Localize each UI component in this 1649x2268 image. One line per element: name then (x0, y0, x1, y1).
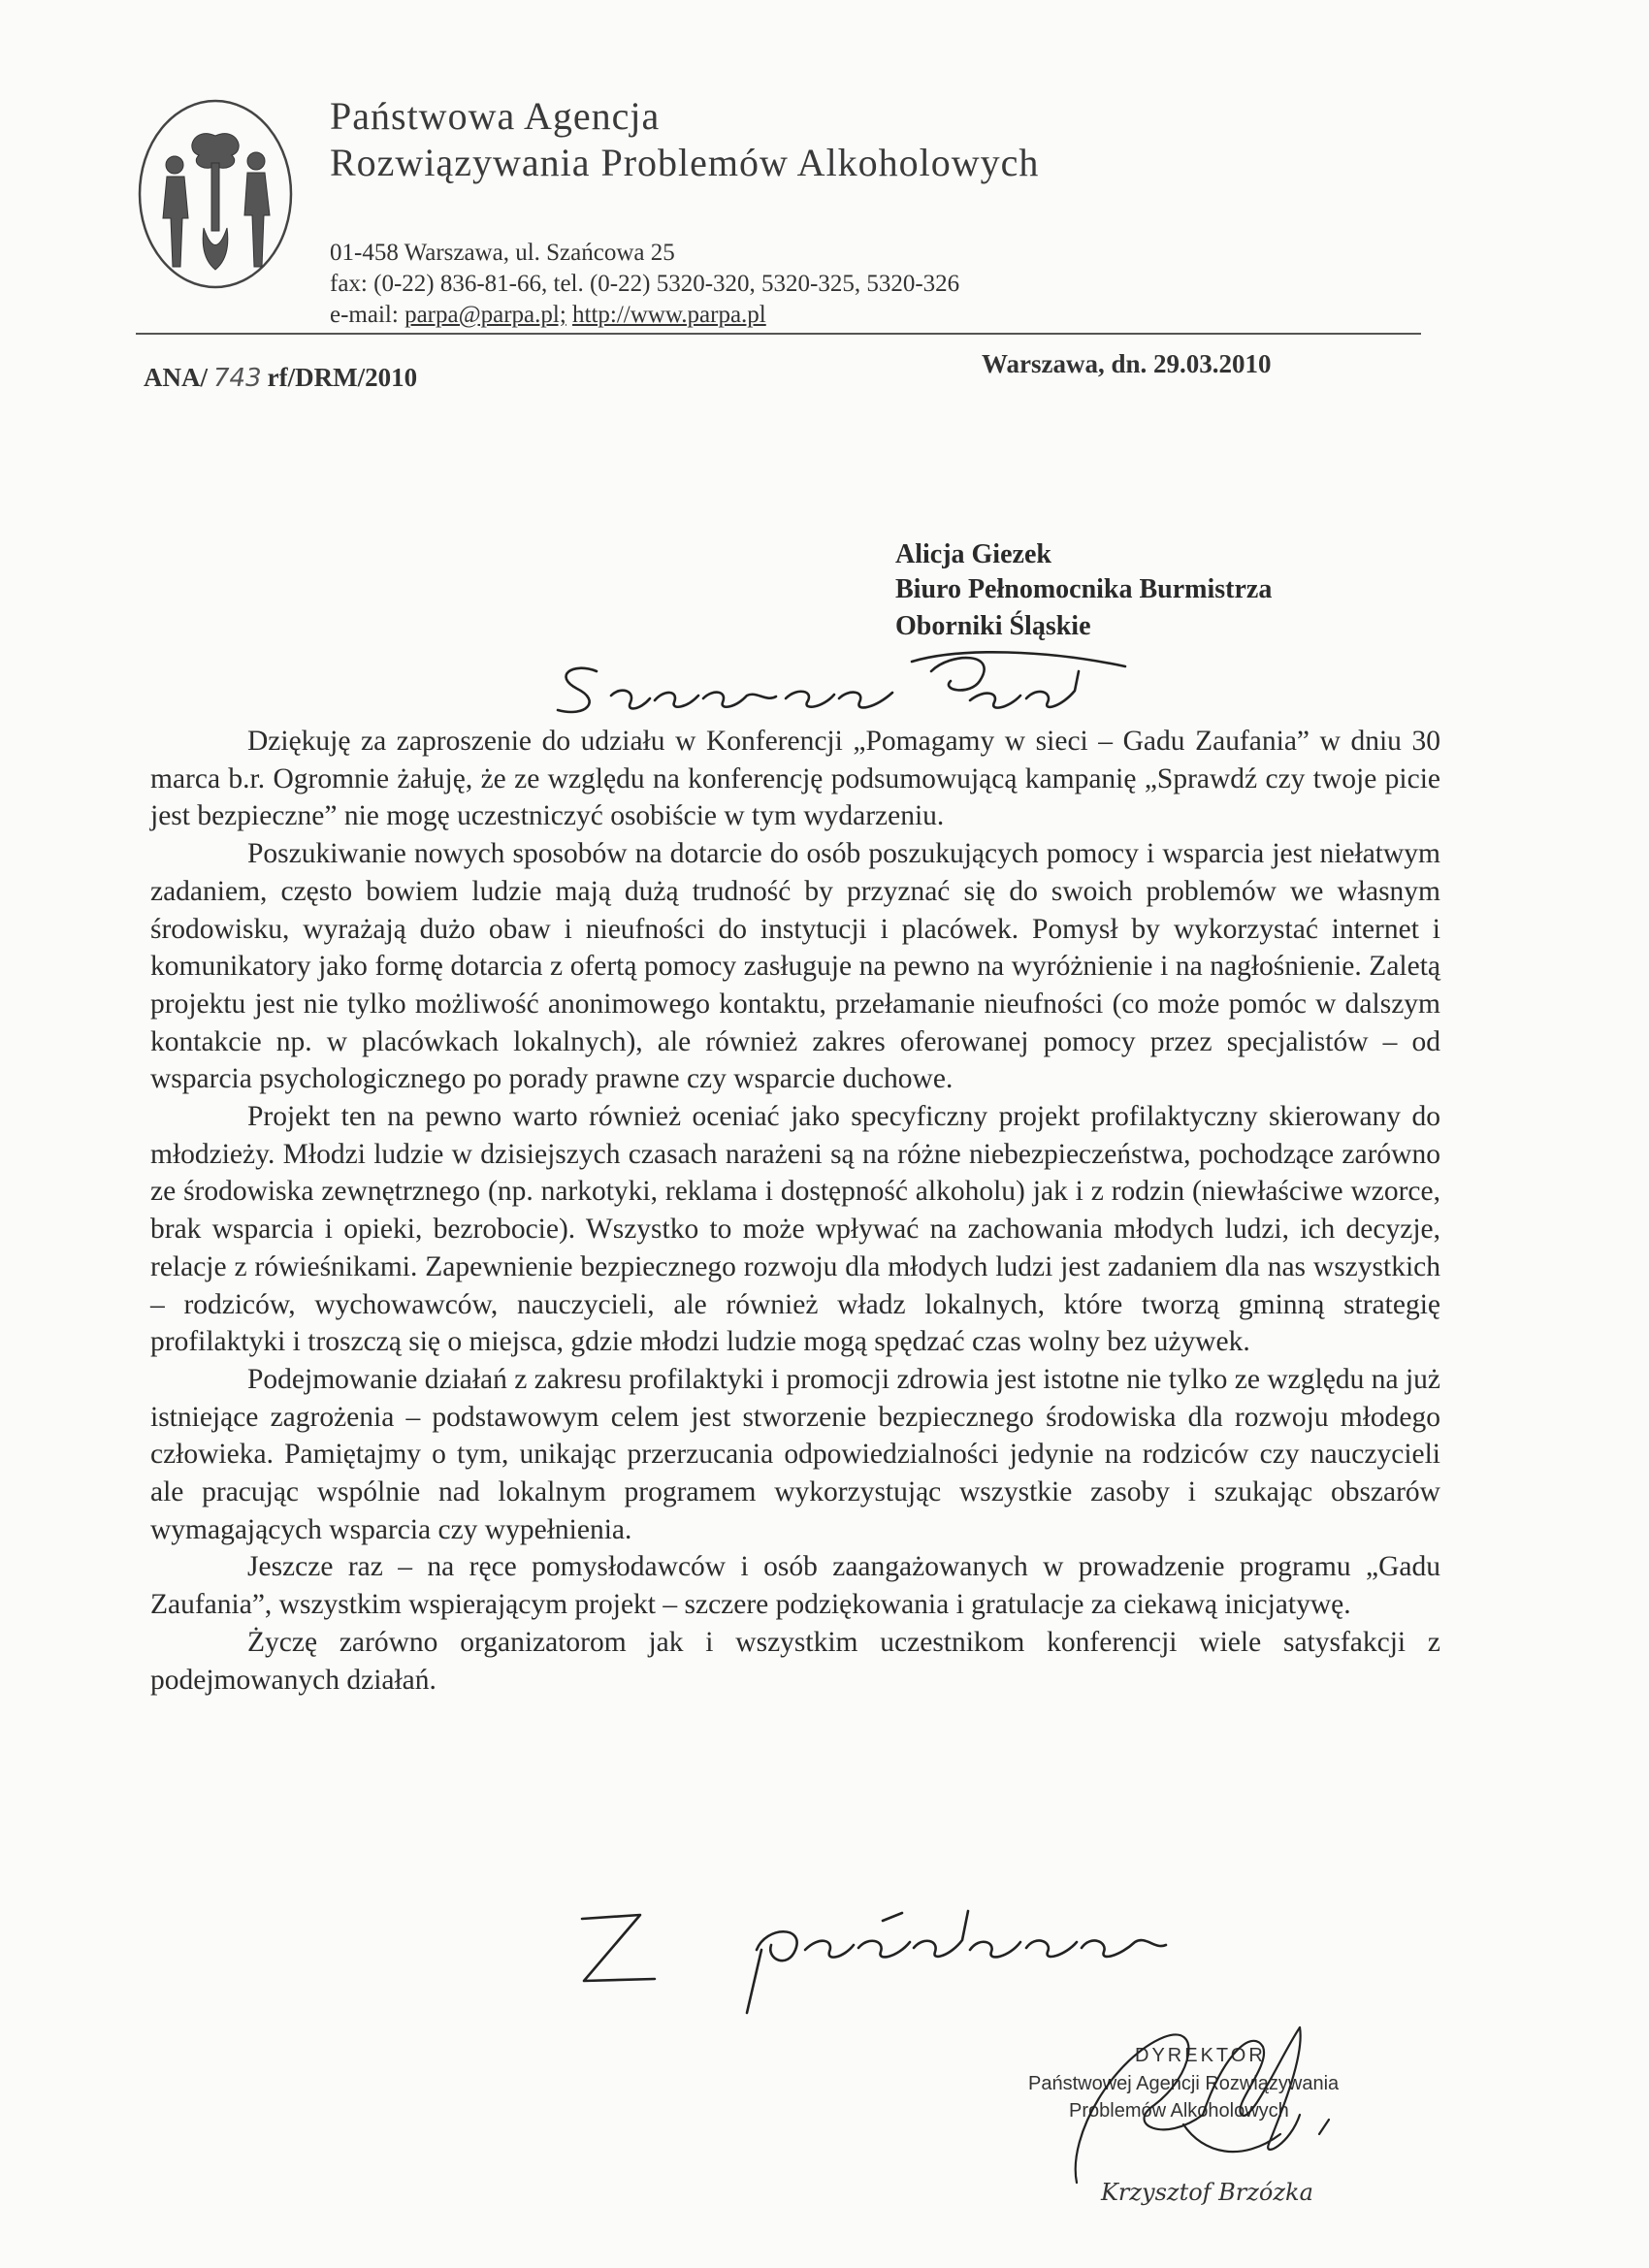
website-link[interactable]: http://www.parpa.pl (572, 302, 766, 328)
director-name: Krzysztof Brzózka (1101, 2179, 1313, 2206)
reference-handwritten-number: 743 (213, 364, 262, 393)
stamp-institution-line2: Problemów Alkoholowych (1069, 2100, 1289, 2122)
parpa-logo (136, 97, 296, 291)
paragraph: Projekt ten na pewno warto również oceniać jako specyficzny projekt profilaktyczny skierowany do młodzieży. Młodzi ludzie w dzisiejszych czasach narażeni są na różne niebezpieczeństwa, pochodzące zarówno ze środowiska zewnętrznego (np. narkotyki, reklama i dostępność alkoholu) jak i z rodzin (niewłaściwe wzorce, brak wsparcia i opieki, bezrobocie). Wszystko to może wpływać na zachowania młodych ludzi, ich decyzje, relacje z rówieśnikami. Zapewnienie bezpiecznego rozwoju dla młodych ludzi jest zadaniem dla nas wszystkich – rodziców, wychowawców, nauczycieli, ale również władz lokalnych, które tworzą gminną strategię profilaktyki i troszczą się o miejsca, gdzie młodzi ludzie mogą spędzać czas wolny bez używek. (150, 1101, 1440, 1358)
paragraph: Dziękuję za zaproszenie do udziału w Konferencji „Pomagamy w sieci – Gadu Zaufania” w dniu 30 marca b.r. Ogromnie żałuję, że ze względu na konferencję podsumowującą kampanię „Sprawdź czy twoje picie jest bezpieczne” nie mogę uczestniczyć osobiście w tym wydarzeniu. (150, 726, 1440, 832)
email-link[interactable]: parpa@parpa.pl; (404, 302, 566, 328)
paragraph: Życzę zarówno organizatorom jak i wszystkim uczestnikom konferencji wiele satysfakcji z podejmowanych działań. (150, 1626, 1440, 1696)
email-label: e-mail: (330, 302, 399, 328)
stamp-title: DYREKTOR (1135, 2045, 1266, 2066)
org-phones: fax: (0-22) 836-81-66, tel. (0-22) 5320-320, 5320-325, 5320-326 (330, 271, 960, 297)
paragraph: Poszukiwanie nowych sposobów na dotarcie do osób poszukujących pomocy i wsparcia jest niełatwym zadaniem, często bowiem ludzie mają dużą trudność by przyznać się do swoich problemów we własnym środowisku, wyrażają dużo obaw i nieufności do instytucji i placówek. Pomysł by wykorzystać internet i komunikatory jako formę dotarcia z ofertą pomocy zasługuje na pewno na wyróżnienie i na nagłośnienie. Zaletą projektu jest nie tylko możliwość anonimowego kontaktu, przełamanie nieufności (co może pomóc w dalszym kontakcie np. w placówkach lokalnych), ale również zakres oferowanej pomocy przez specjalistów – od wsparcia psychologicznego po porady prawne czy wsparcie duchowe. (150, 838, 1440, 1095)
org-contact-line (330, 301, 766, 330)
letter-body (150, 723, 1440, 1699)
org-name-line1: Państwowa Agencja (330, 94, 661, 138)
letter-date: Warszawa, dn. 29.03.2010 (982, 349, 1272, 378)
recipient-city: Oborniki Śląskie (895, 611, 1091, 641)
director-signature (1009, 1998, 1377, 2192)
recipient-name: Alicja Giezek (895, 539, 1051, 569)
letterhead-divider (136, 333, 1421, 335)
org-address: 01-458 Warszawa, ul. Szańcowa 25 (330, 240, 675, 266)
paragraph: Podejmowanie działań z zakresu profilaktyki i promocji zdrowia jest istotne nie tylko ze względu na już istniejące zagrożenia – podstawowym celem jest stworzenie bezpiecznego środowiska dla rozwoju młodego człowieka. Pamiętajmy o tym, unikając przerzucania odpowiedzialności jedynie na rodziców czy nauczycieli ale pracując wspólnie nad lokalnym programem wykorzystując wszystkie zasoby i szukając obszarów wymagających wsparcia czy wypełnienia. (150, 1363, 1440, 1545)
recipient-office: Biuro Pełnomocnika Burmistrza (895, 574, 1273, 604)
stamp-institution-line1: Państwowej Agencji Rozwiązywania (1028, 2073, 1340, 2094)
reference-number (144, 363, 417, 393)
handwritten-salutation (543, 642, 1174, 729)
org-name-line2: Rozwiązywania Problemów Alkoholowych (330, 141, 1040, 184)
reference-suffix: rf/DRM/2010 (267, 363, 418, 392)
reference-prefix: ANA/ (144, 363, 208, 392)
paragraph: Jeszcze raz – na ręce pomysłodawców i osób zaangażowanych w prowadzenie programu „Gadu Zaufania”, wszystkim wspierającym projekt – szczere podziękowania i gratulacje za ciekawą inicjatywę. (150, 1551, 1440, 1621)
